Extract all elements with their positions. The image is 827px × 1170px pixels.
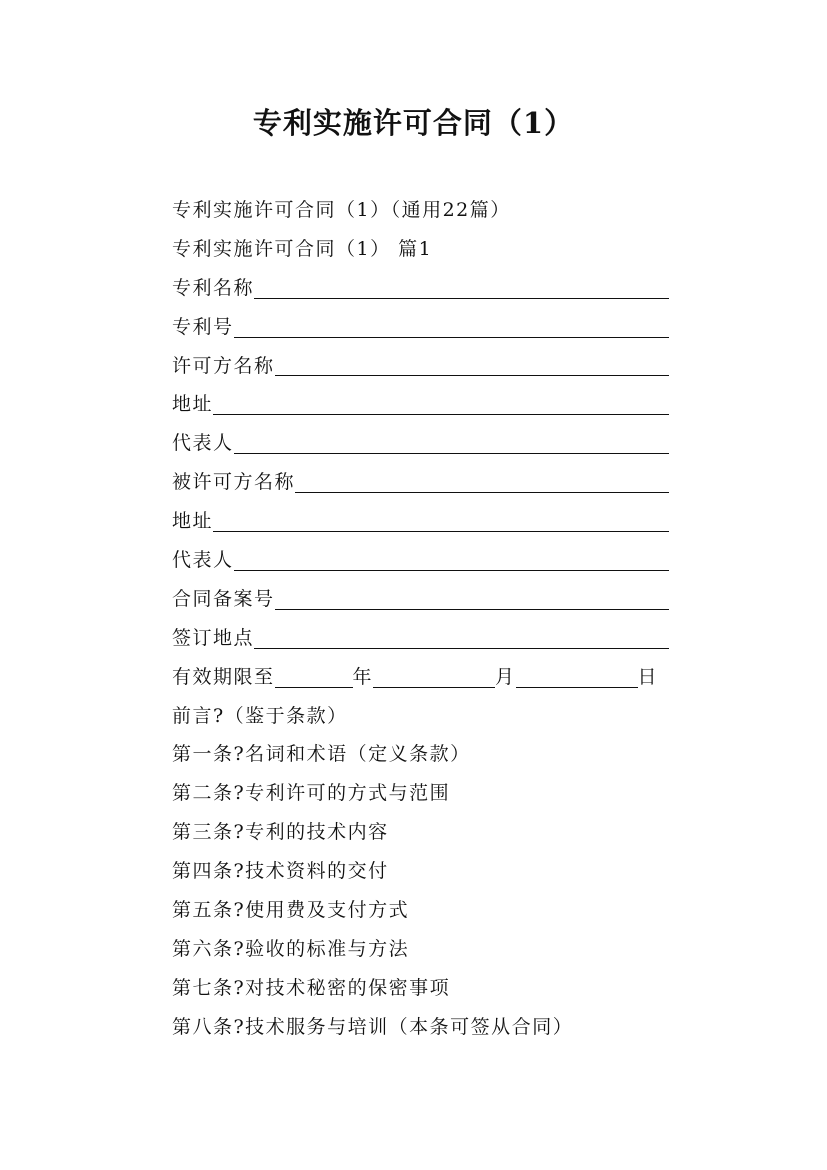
document-title: 专利实施许可合同（1） — [252, 106, 575, 140]
clause-7: 第七条?对技术秘密的保密事项 — [172, 976, 451, 999]
blank-line — [213, 414, 669, 415]
field-label: 被许可方名称 — [172, 471, 296, 494]
field-label: 许可方名称 — [172, 354, 275, 377]
field-label: 签订地点 — [172, 626, 255, 649]
field-licensee-representative — [172, 541, 669, 580]
field-licensor-address — [172, 385, 669, 424]
clause-6: 第六条?验收的标准与方法 — [172, 937, 410, 960]
field-patent-name — [172, 269, 669, 308]
field-contract-record-number — [172, 580, 669, 619]
field-label: 地址 — [172, 510, 214, 533]
blank-line — [254, 298, 669, 299]
field-label: 专利名称 — [172, 276, 255, 299]
year-unit: 年 — [352, 665, 374, 688]
month-blank — [373, 687, 495, 688]
blank-line — [213, 531, 669, 532]
field-licensor-representative — [172, 424, 669, 463]
field-licensee-name — [172, 463, 669, 502]
clause-1: 第一条?名词和术语（定义条款） — [172, 743, 471, 766]
clause-5: 第五条?使用费及支付方式 — [172, 899, 410, 922]
field-label: 合同备案号 — [172, 587, 275, 610]
section-line: 专利实施许可合同（1） 篇1 — [172, 237, 433, 260]
blank-line — [234, 570, 669, 571]
clause-3: 第三条?专利的技术内容 — [172, 821, 389, 844]
field-signing-place — [172, 619, 669, 658]
blank-line — [275, 609, 669, 610]
field-label: 地址 — [172, 393, 214, 416]
clause-preamble: 前言?（鉴于条款） — [172, 704, 348, 727]
blank-line — [295, 492, 669, 493]
field-licensor-name — [172, 347, 669, 386]
year-blank — [275, 687, 353, 688]
day-unit: 日 — [637, 665, 659, 688]
field-validity-period — [172, 658, 669, 697]
field-licensee-address — [172, 502, 669, 541]
document-body — [172, 191, 669, 1047]
heading-line: 专利实施许可合同（1）（通用22篇） — [172, 199, 511, 221]
field-label: 代表人 — [172, 549, 234, 571]
clause-4: 第四条?技术资料的交付 — [172, 860, 389, 883]
field-label: 专利号 — [172, 315, 234, 338]
blank-line — [234, 453, 669, 454]
day-blank — [516, 687, 638, 688]
blank-line — [275, 375, 669, 376]
clause-2: 第二条?专利许可的方式与范围 — [172, 782, 451, 805]
field-patent-number — [172, 308, 669, 347]
blank-line — [234, 337, 669, 338]
blank-line — [254, 648, 669, 649]
clause-8: 第八条?技术服务与培训（本条可签从合同） — [172, 1015, 574, 1038]
validity-label: 有效期限至 — [172, 665, 275, 688]
field-label: 代表人 — [172, 432, 234, 455]
month-unit: 月 — [495, 665, 516, 688]
